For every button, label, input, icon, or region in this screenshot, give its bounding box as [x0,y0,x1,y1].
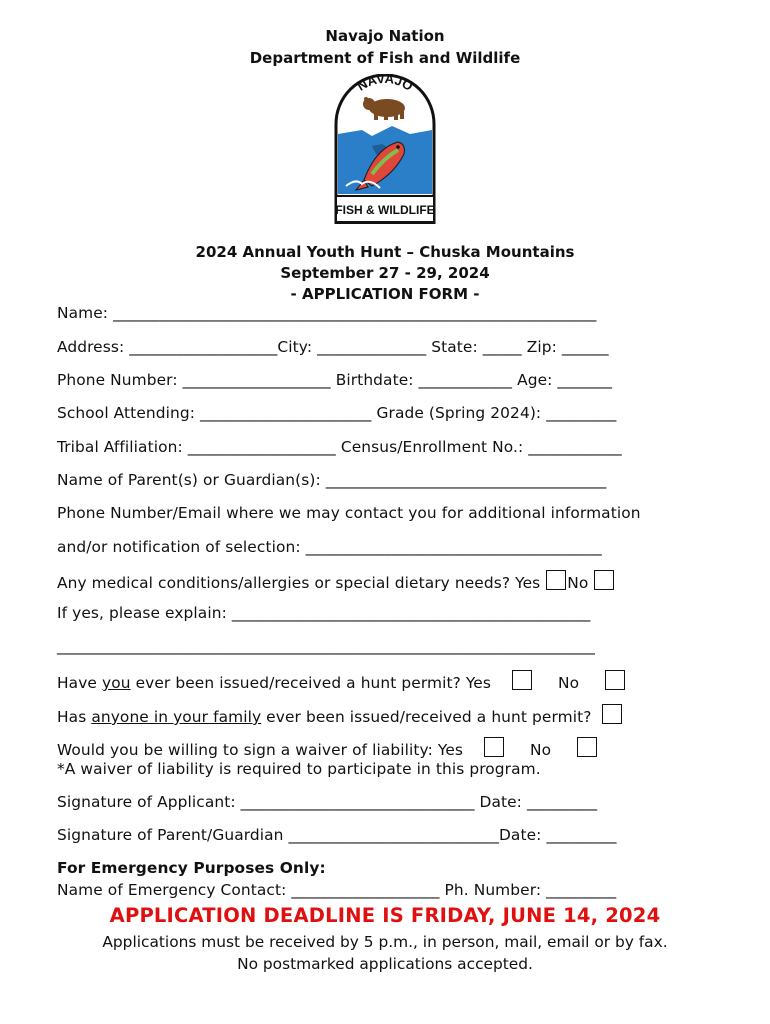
parent-signature-field[interactable]: Signature of Parent/Guardian ___________________________Date: _________ [57,826,617,844]
org-name: Navajo Nation [325,27,445,45]
deadline-notice: APPLICATION DEADLINE IS FRIDAY, JUNE 14, 2024 [109,904,661,927]
phone-row [57,371,612,389]
phone-field[interactable]: Phone Number: ___________________ [57,371,331,389]
family-permit-row [57,704,623,726]
medical-question: Any medical conditions/allergies or special dietary needs? Yes [57,574,546,592]
city-state-zip-fields[interactable]: City: ______________ State: _____ Zip: ______ [277,338,609,356]
waiver-no-label: No [530,741,552,759]
permit-row [57,670,626,692]
form-label: - APPLICATION FORM - [290,285,480,303]
address-row [57,338,609,356]
waiver-row [57,737,598,759]
permit-no-label: No [557,674,580,692]
header [0,25,770,69]
emergency-phone-field[interactable]: Ph. Number: _________ [444,881,617,899]
applicant-signature-field[interactable]: Signature of Applicant: ______________________________ Date: _________ [57,793,598,811]
event-title: 2024 Annual Youth Hunt – Chuska Mountains [195,243,575,261]
medical-no-checkbox[interactable] [594,570,614,590]
tribal-row [57,438,622,456]
event-dates: September 27 - 29, 2024 [280,264,490,282]
emergency-heading: For Emergency Purposes Only: [57,859,326,877]
parent-field[interactable]: Name of Parent(s) or Guardian(s): ____________________________________ [57,471,607,489]
permit-text-pre: Have [57,674,102,692]
emergency-contact-field[interactable]: Name of Emergency Contact: ___________________ [57,881,440,899]
medical-yes-checkbox[interactable] [546,570,566,590]
waiver-yes-checkbox[interactable] [484,737,504,757]
emergency-contact-row [57,881,616,899]
school-field[interactable]: School Attending: ______________________ [57,404,372,422]
contact-field[interactable]: and/or notification of selection: ______________________________________ [57,538,602,556]
navajo-fish-wildlife-logo [332,74,438,224]
waiver-note: *A waiver of liability is required to participate in this program. [57,760,541,778]
grade-field[interactable]: Grade (Spring 2024): _________ [376,404,617,422]
school-row [57,404,616,422]
family-text-underlined: anyone in your family [91,708,262,726]
medical-no-label: No [567,574,589,592]
explain-field[interactable]: If yes, please explain: ______________________________________________ [57,604,591,622]
permit-text-post: ever been issued/received a hunt permit? Yes [130,674,496,692]
explain-blank-line[interactable]: _____________________________________________________________________ [57,637,595,655]
birthdate-age-fields[interactable]: Birthdate: ____________ Age: _______ [335,371,612,389]
medical-row [57,570,615,592]
footer-note-1: Applications must be received by 5 p.m., in person, mail, email or by fax. [102,933,668,951]
address-field[interactable]: Address: ___________________ [57,338,278,356]
logo-container [0,70,770,224]
permit-yes-checkbox[interactable] [512,670,532,690]
waiver-no-checkbox[interactable] [577,737,597,757]
permit-text-underlined: you [101,674,131,692]
permit-no-checkbox[interactable] [605,670,625,690]
tribal-affiliation-field[interactable]: Tribal Affiliation: ___________________ [57,438,336,456]
waiver-question: Would you be willing to sign a waiver of liability: Yes [57,741,469,759]
footer-note-2: No postmarked applications accepted. [237,955,533,973]
footer-notes [0,931,770,975]
department-name: Department of Fish and Wildlife [249,49,521,67]
name-field[interactable]: Name: ______________________________________________________________ [57,304,597,322]
form-title-block [0,242,770,305]
contact-line-1: Phone Number/Email where we may contact you for additional information [57,504,641,522]
logo-top-text: NAVAJO [354,74,416,94]
logo-bottom-text: FISH & WILDLIFE [335,203,435,217]
family-text-pre: Has [57,708,92,726]
census-field[interactable]: Census/Enrollment No.: ____________ [340,438,622,456]
family-permit-checkbox[interactable] [602,704,622,724]
family-text-post: ever been issued/received a hunt permit? [261,708,597,726]
